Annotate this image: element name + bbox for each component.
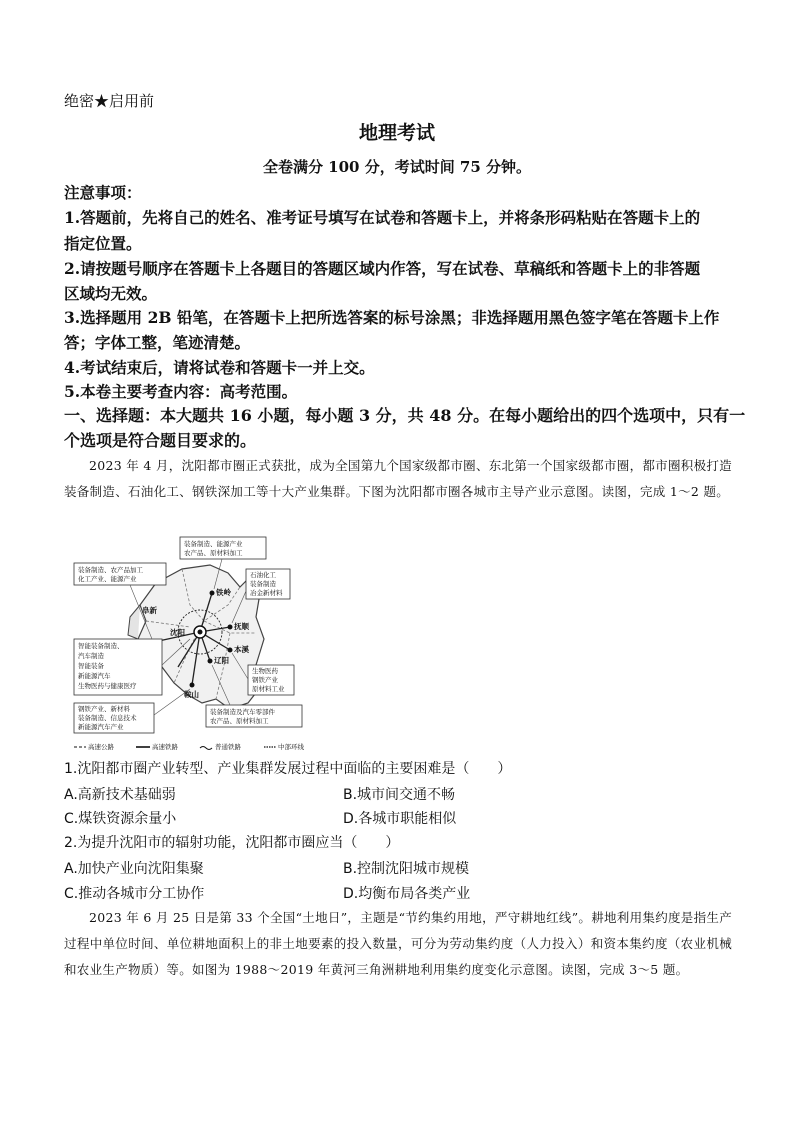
q2-option-b[interactable]: B.控制沈阳城市规模 (343, 861, 470, 877)
fushun-dot (228, 625, 233, 630)
q2-option-a[interactable]: A.加快产业向沈阳集聚 (64, 861, 204, 877)
box-text: 汽车制造 (78, 652, 104, 660)
section-heading-cont: 个选项是符合题目要求的。 (64, 431, 257, 450)
legend-rail: 普通铁路 (215, 743, 241, 751)
box-text: 装备制造、农产品加工 (78, 566, 143, 574)
notice-line: 指定位置。 (64, 234, 142, 253)
notice-line: 1.答题前，先将自己的姓名、准考证号填写在试卷和答题卡上，并将条形码粘贴在答题卡上的 (64, 208, 701, 227)
box-text: 装备制造、信息技术 (78, 714, 137, 722)
box-text: 装备制造 (250, 580, 276, 588)
anshan-dot (190, 683, 195, 688)
box-text: 农产品、原材料加工 (210, 717, 269, 725)
notice-line: 3.选择题用 2B 铅笔，在答题卡上把所选答案的标号涂黑；非选择题用黑色签字笔在答题卡上作 (64, 308, 720, 327)
legend-rail-fast: 高速铁路 (152, 743, 178, 751)
city-label: 阜新 (142, 606, 157, 615)
passage-1: 2023 年 4 月，沈阳都市圈正式获批，成为全国第九个国家级都市圈、东北第一个国家级都市圈，都市圈积极打造装备制造、石油化工、钢铁深加工等十大产业集群。下图为沈阳都市圈各城市主导产业示意图。读图，完成 1～2 题。 (64, 458, 732, 499)
question-1-stem: 1.沈阳都市圈产业转型、产业集群发展过程中面临的主要困难是（ ） (64, 761, 512, 777)
confidential-mark: 绝密★启用前 (64, 92, 155, 110)
city-label: 抚顺 (234, 622, 249, 631)
box-text: 农产品、原材料加工 (184, 549, 243, 557)
tieling-dot (210, 591, 215, 596)
section-heading: 一、选择题：本大题共 16 小题，每小题 3 分，共 48 分。在每小题给出的四个选项中，只有一 (64, 406, 746, 425)
box-text: 新能源汽车 (78, 672, 111, 680)
box-text: 冶金新材料 (250, 589, 283, 597)
notice-line: 2.请按题号顺序在答题卡上各题目的答题区域内作答，写在试卷、草稿纸和答题卡上的非答题 (64, 259, 701, 278)
exam-title: 地理考试 (358, 122, 435, 144)
legend-highway: 高速公路 (88, 743, 114, 751)
q1-option-b[interactable]: B.城市间交通不畅 (343, 787, 456, 803)
box-text: 智能装备 (78, 662, 104, 670)
q2-option-c[interactable]: C.推动各城市分工协作 (64, 886, 205, 902)
q2-option-d[interactable]: D.均衡布局各类产业 (343, 886, 471, 902)
box-text: 智能装备制造、 (78, 642, 124, 650)
industry-map (70, 535, 320, 755)
notice-line: 答；字体工整，笔迹清楚。 (64, 333, 251, 352)
notice-heading: 注意事项： (64, 183, 142, 202)
notice-line: 5.本卷主要考查内容：高考范围。 (64, 382, 298, 401)
liaoyang-dot (208, 659, 213, 664)
q1-option-a[interactable]: A.高新技术基础弱 (64, 787, 176, 803)
box-text: 石油化工 (250, 571, 276, 579)
city-label: 铁岭 (216, 588, 231, 597)
box-text: 化工产业、能源产业 (78, 575, 137, 583)
exam-subtitle: 全卷满分 100 分，考试时间 75 分钟。 (262, 158, 532, 176)
notice-line: 4.考试结束后，请将试卷和答题卡一并上交。 (64, 358, 375, 377)
box-text: 装备制造、能源产业 (184, 540, 243, 548)
city-label: 辽阳 (214, 656, 229, 665)
benxi-dot (228, 648, 233, 653)
city-label: 沈阳 (170, 628, 185, 637)
q1-option-d[interactable]: D.各城市职能相似 (343, 811, 457, 827)
box-text: 生物医药 (252, 667, 278, 675)
legend-corridor: 中部环线 (278, 743, 304, 751)
box-text: 新能源汽车产业 (78, 723, 124, 731)
city-label: 本溪 (234, 645, 249, 654)
notice-line: 区域均无效。 (64, 284, 158, 303)
box-text: 钢铁产业 (252, 676, 278, 684)
q1-option-c[interactable]: C.煤铁资源余量小 (64, 811, 177, 827)
box-text: 原材料工业 (252, 685, 285, 693)
question-2-stem: 2.为提升沈阳市的辐射功能，沈阳都市圈应当（ ） (64, 835, 400, 851)
box-text: 装备制造及汽车零部件 (210, 708, 275, 716)
box-text: 钢铁产业、新材料 (78, 705, 130, 713)
box-text: 生物医药与健康医疗 (78, 682, 137, 690)
city-label: 鞍山 (184, 690, 199, 699)
passage-2: 2023 年 6 月 25 日是第 33 个全国“土地日”，主题是“节约集约用地，严守耕地红线”。耕地利用集约度是指生产过程中单位时间、单位耕地面积上的非土地要素的投入数量，可分为劳动集约度（人力投入）和资本集约度（农业机械和农业生产物质）等。如图为 1988～2019 年黄河三角洲耕地利用集约度变化示意图。读图，完成 3～5 题。 (64, 910, 732, 977)
